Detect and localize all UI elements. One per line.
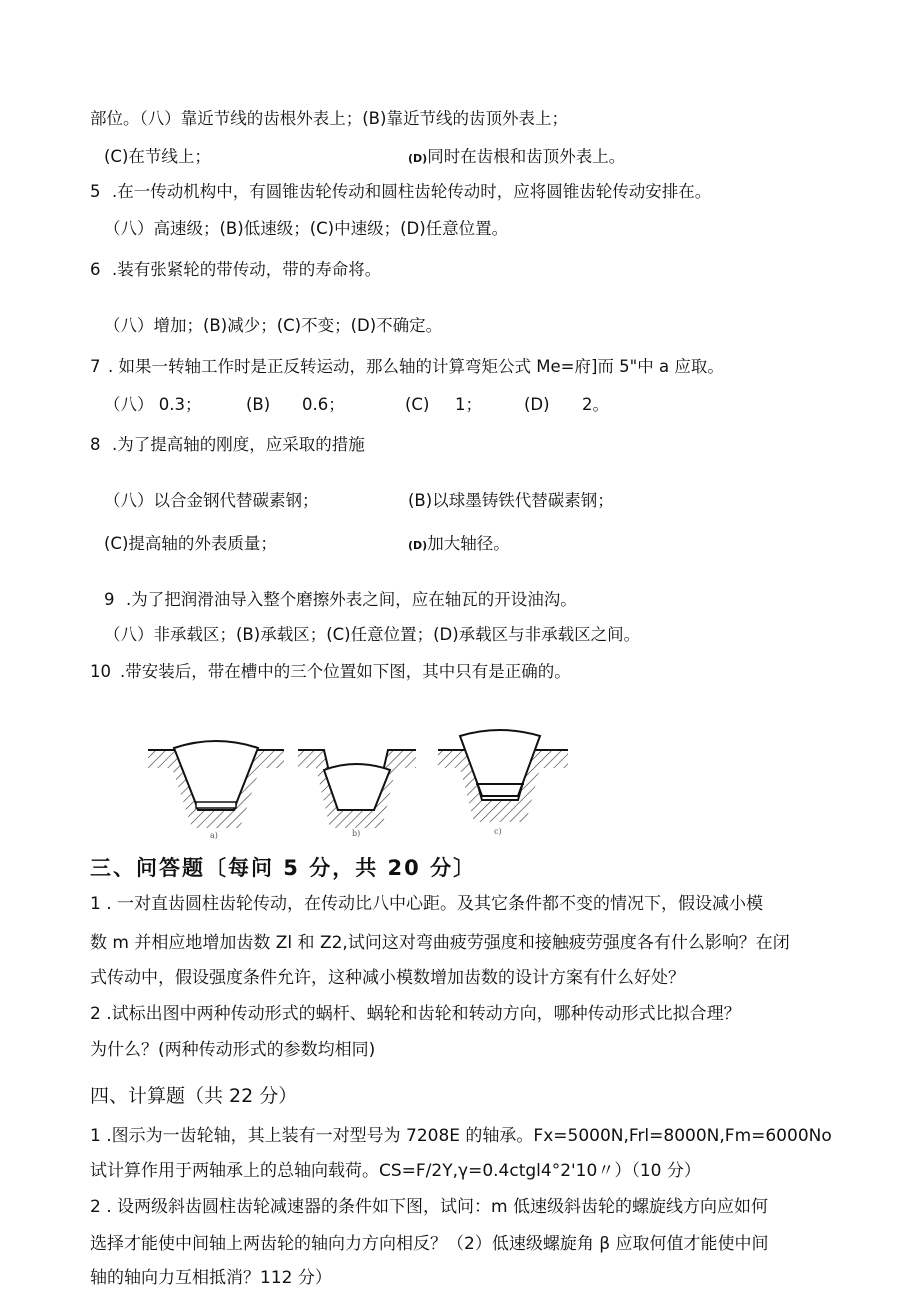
q4-option-d-tag: (D) — [408, 152, 428, 165]
groove-c — [438, 730, 568, 836]
q4-line2 — [104, 146, 211, 168]
q10-text: .带安装后，带在槽中的三个位置如下图，其中只有是正确的。 — [120, 662, 571, 681]
q8-number: 8 — [90, 435, 101, 454]
q7-option-c-text: 1； — [455, 395, 482, 414]
q8-option-d-tag: (D) — [408, 539, 428, 552]
s4-q1-line1: 1 .图示为一齿轮轴，其上装有一对型号为 7208E 的轴承。Fx=5000N,Frl=8000N,Fm=6000No — [90, 1126, 832, 1146]
section4-title: 四、计算题（共 22 分） — [90, 1085, 298, 1107]
q8-option-b: (B)以球墨铸铁代替碳素钢； — [408, 491, 614, 510]
q7-option-a: （八） 0.3； — [104, 395, 202, 414]
q4-option-d — [408, 146, 625, 170]
groove-b — [298, 750, 416, 838]
q8-option-c: (C)提高轴的外表质量； — [104, 534, 277, 553]
q4-option-d-text: 同时在齿根和齿顶外表上。 — [427, 147, 626, 166]
q7-text: . 如果一转轴工作时是正反转运动，那么轴的计算弯矩公式 Me=府]而 5"中 a 应取。 — [108, 357, 724, 376]
q6-text: .装有张紧轮的带传动，带的寿命将。 — [112, 260, 382, 279]
s3-q2-line2: 为什么？(两种传动形式的参数均相同) — [90, 1040, 376, 1060]
q5-options: （八）高速级；(B)低速级；(C)中速级；(D)任意位置。 — [104, 219, 509, 238]
section3-title: 三、问答题〔每问 5 分，共 20 分〕 — [90, 856, 477, 880]
s4-q1-line2: 试计算作用于两轴承上的总轴向载荷。CS=F/2Y,γ=0.4ctgl4°2'10〃）（10 分） — [90, 1161, 701, 1181]
q5-stem — [90, 181, 711, 203]
s4-q2-line1: 2 . 设两级斜齿圆柱齿轮减速器的条件如下图，试问：m 低速级斜齿轮的螺旋线方向应如何 — [90, 1197, 768, 1217]
q8-option-a: （八）以合金钢代替碳素钢； — [104, 491, 319, 510]
q6-options: （八）增加；(B)减少；(C)不变；(D)不确定。 — [104, 316, 443, 335]
q7-stem — [90, 356, 724, 378]
q8-stem — [90, 434, 365, 456]
q7-option-d-tag: (D) — [524, 395, 550, 414]
q4-option-a: 部位。（八）靠近节线的齿根外表上； — [90, 109, 363, 128]
q9-number: 9 — [104, 590, 115, 609]
s4-q2-line2: 选择才能使中间轴上两齿轮的轴向力方向相反？（2）低速级螺旋角 β 应取何值才能使中间 — [90, 1234, 769, 1254]
q4-option-c: (C)在节线上； — [104, 147, 211, 166]
q4-line1 — [90, 108, 568, 130]
q8-text: .为了提高轴的刚度，应采取的措施 — [112, 435, 365, 454]
q7-option-b-text: 0.6； — [302, 395, 345, 414]
q8-option-d-text: 加大轴径。 — [427, 534, 510, 553]
q7-option-b-tag: (B) — [246, 395, 271, 414]
s3-q1-line2: 数 m 并相应地增加齿数 Zl 和 Z2,试问这对弯曲疲劳强度和接触疲劳强度各有什么影响？在闭 — [90, 933, 790, 953]
s4-q2-line3: 轴的轴向力互相抵消？112 分） — [90, 1268, 332, 1288]
q7-option-d — [524, 394, 609, 416]
q7-option-b — [246, 394, 345, 416]
q10-stem — [90, 661, 571, 683]
label-b: b) — [352, 829, 361, 838]
q7-option-d-text: 2。 — [582, 395, 609, 414]
q9-options: （八）非承载区；(B)承载区；(C)任意位置；(D)承载区与非承载区之间。 — [104, 625, 641, 644]
q8-option-d — [408, 533, 510, 557]
s3-q2-line1: 2 .试标出图中两种传动形式的蜗杆、蜗轮和齿轮和转动方向，哪种传动形式比拟合理？ — [90, 1004, 741, 1024]
q9-stem — [104, 589, 577, 611]
q7-option-c-tag: (C) — [405, 395, 430, 414]
s3-q1-line1: 1 . 一对直齿圆柱齿轮传动，在传动比八中心距。及其它条件都不变的情况下，假设减小模 — [90, 894, 764, 914]
q9-text: .为了把润滑油导入整个磨擦外表之间，应在轴瓦的开设油沟。 — [126, 590, 577, 609]
q7-number: 7 — [90, 357, 101, 376]
q6-number: 6 — [90, 260, 101, 279]
label-c: c) — [494, 827, 502, 836]
q5-number: 5 — [90, 182, 101, 201]
q10-number: 10 — [90, 662, 111, 681]
q5-text: .在一传动机构中，有圆锥齿轮传动和圆柱齿轮传动时，应将圆锥齿轮传动安排在。 — [112, 182, 712, 201]
belt-groove-figure — [138, 728, 578, 840]
q7-option-c — [405, 394, 482, 416]
q4-option-b: (B)靠近节线的齿顶外表上； — [362, 109, 568, 128]
q6-stem — [90, 259, 381, 281]
s3-q1-line3: 式传动中，假设强度条件允许，这种减小模数增加齿数的设计方案有什么好处？ — [90, 968, 685, 988]
label-a: a) — [210, 831, 218, 840]
groove-a — [148, 741, 284, 840]
